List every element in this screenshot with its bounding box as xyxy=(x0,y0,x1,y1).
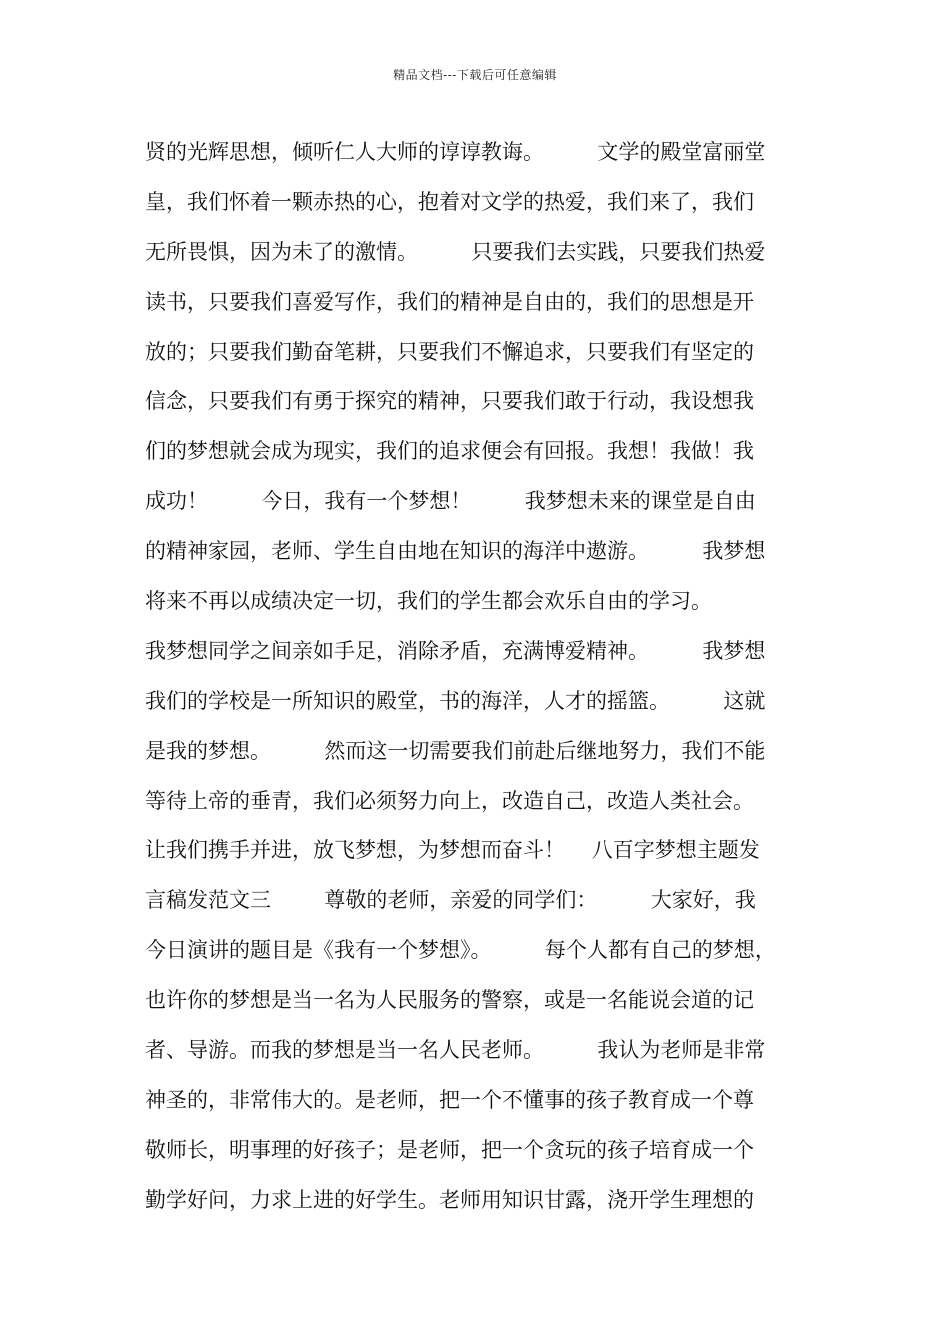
body-text xyxy=(145,128,815,1226)
text-line: 贤的光辉思想，倾听仁人大师的谆谆教诲。 文学的殿堂富丽堂 xyxy=(145,140,766,164)
text-line: 等待上帝的垂青，我们必须努力向上，改造自己，改造人类社会。 xyxy=(145,788,754,813)
text-line: 的精神家园，老师、学生自由地在知识的海洋中遨游。 我梦想 xyxy=(145,539,766,564)
text-line: 将来不再以成绩决定一切，我们的学生都会欢乐自由的学习。 xyxy=(145,589,712,614)
text-line: 信念，只要我们有勇于探究的精神，只要我们敢于行动，我设想我 xyxy=(145,389,754,414)
text-line: 我们的学校是一所知识的殿堂，书的海洋，人才的摇篮。 这就 xyxy=(145,688,766,713)
page-header: 精品文档---下载后可任意编辑 xyxy=(393,68,557,82)
text-line: 敬师长，明事理的好孩子；是老师，把一个贪玩的孩子培育成一个 xyxy=(145,1137,754,1162)
text-line: 们的梦想就会成为现实，我们的追求便会有回报。我想！我做！我 xyxy=(145,439,754,464)
text-line: 言稿发范文三 尊敬的老师，亲爱的同学们： 大家好，我 xyxy=(145,888,756,913)
text-line: 勤学好问，力求上进的好学生。老师用知识甘露，浇开学生理想的 xyxy=(145,1187,754,1212)
text-line: 放的；只要我们勤奋笔耕，只要我们不懈追求，只要我们有坚定的 xyxy=(145,339,754,364)
text-line: 让我们携手并进，放飞梦想，为梦想而奋斗！ 八百字梦想主题发 xyxy=(145,838,760,863)
text-line: 读书，只要我们喜爱写作，我们的精神是自由的，我们的思想是开 xyxy=(145,289,754,314)
text-line: 无所畏惧，因为未了的激情。 只要我们去实践，只要我们热爱 xyxy=(145,239,766,264)
text-line: 我梦想同学之间亲如手足，消除矛盾，充满博爱精神。 我梦想 xyxy=(145,638,766,663)
text-line: 神圣的，非常伟大的。是老师，把一个不懂事的孩子教育成一个尊 xyxy=(145,1087,754,1112)
text-line: 是我的梦想。 然而这一切需要我们前赴后继地努力，我们不能 xyxy=(145,738,766,763)
text-line: 皇，我们怀着一颗赤热的心，抱着对文学的热爱，我们来了，我们 xyxy=(145,189,754,214)
text-line: 今日演讲的题目是《我有一个梦想》。 每个人都有自己的梦想， xyxy=(145,938,776,963)
text-line: 者、导游。而我的梦想是当一名人民老师。 我认为老师是非常 xyxy=(145,1038,766,1063)
text-line: 成功！ 今日，我有一个梦想！ 我梦想未来的课堂是自由 xyxy=(145,489,756,514)
text-line: 也许你的梦想是当一名为人民服务的警察，或是一名能说会道的记 xyxy=(145,988,754,1013)
